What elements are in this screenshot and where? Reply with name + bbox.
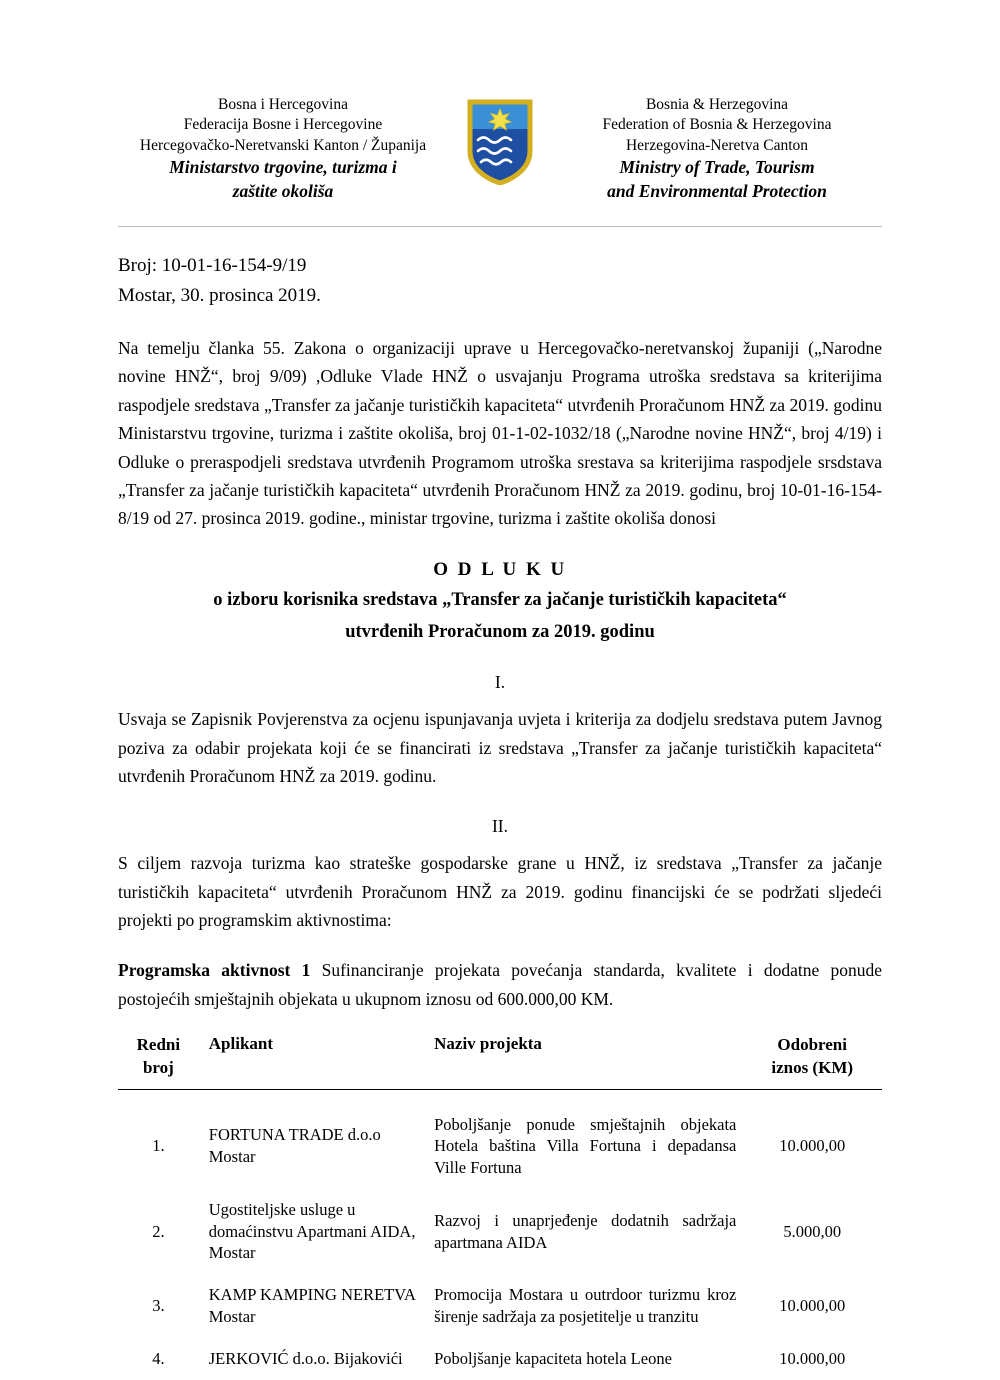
letterhead-left-line2: Federacija Bosne i Hercegovine: [183, 116, 383, 134]
decision-title-sub-line1: o izboru korisnika sredstava „Transfer za jačanje turističkih kapaciteta“: [213, 589, 787, 610]
row-amount: 10.000,00: [779, 1136, 846, 1156]
table-spacer-cell: [118, 1089, 882, 1104]
table-row: [118, 1104, 882, 1189]
letterhead-right-ministry-line1: Ministry of Trade, Tourism: [619, 157, 815, 178]
table-row: [118, 1338, 882, 1380]
row-applicant: FORTUNA TRADE d.o.o Mostar: [208, 1125, 381, 1167]
table-row: [118, 1274, 882, 1338]
reference-number: Broj: 10-01-16-154-9/19: [118, 254, 307, 276]
row-number: 3.: [152, 1296, 165, 1316]
column-header-amount-line1: Odobreni: [777, 1035, 847, 1055]
programme-activity-paragraph: [118, 956, 882, 1013]
row-project: Promocija Mostara u outrdoor turizmu kroz širenje sadržaja za posjetitelje u tranzitu: [434, 1285, 737, 1326]
letterhead-right-line2: Federation of Bosnia & Herzegovina: [602, 116, 832, 134]
header-divider: [118, 226, 882, 227]
row-amount: 10.000,00: [779, 1296, 846, 1316]
letterhead-right-ministry-line2: and Environmental Protection: [607, 180, 827, 201]
row-applicant: KAMP KAMPING NERETVA Mostar: [208, 1285, 416, 1326]
row-project: Razvoj i unaprjeđenje dodatnih sadržaja apartmana AIDA: [434, 1210, 737, 1252]
programme-activity-label: Programska aktivnost 1: [118, 960, 311, 981]
row-number: 2.: [152, 1221, 165, 1241]
grants-table: [118, 1030, 882, 1379]
letterhead-left-line3: Hercegovačko-Neretvanski Kanton / Županija: [139, 136, 427, 154]
row-project: Poboljšanje ponude smještajnih objekata Hotela baština Villa Fortuna i depadansa Ville Fortuna: [434, 1114, 737, 1178]
grants-table-head: [118, 1030, 882, 1089]
section-number-1: I.: [494, 672, 506, 693]
grants-table-body: [118, 1089, 882, 1379]
row-amount: 10.000,00: [779, 1348, 846, 1368]
letterhead-right-line3: Herzegovina-Neretva Canton: [625, 136, 809, 154]
letterhead: [118, 0, 882, 204]
column-header-amount: [742, 1030, 882, 1089]
column-header-amount-line2: iznos (KM): [771, 1057, 854, 1077]
programme-activity-text: Sufinanciranje projekata povećanja standarda, kvalitete i dodatne ponude postojećih smještajnih objekata u ukupnom iznosu od 600.000,00 KM.: [118, 960, 882, 1009]
column-header-number-line1: Redni: [136, 1035, 181, 1055]
column-header-applicant: Aplikant: [199, 1030, 424, 1089]
place-and-date: Mostar, 30. prosinca 2019.: [118, 285, 321, 307]
decision-title: [118, 559, 882, 647]
row-project: Poboljšanje kapaciteta hotela Leone: [434, 1348, 672, 1368]
row-applicant: Ugostiteljske usluge u domaćinstvu Apartmani AIDA, Mostar: [208, 1199, 416, 1263]
decision-title-sub-line2: utvrđenih Proračunom za 2019. godinu: [345, 622, 655, 643]
row-amount: 5.000,00: [783, 1221, 842, 1241]
letterhead-left: [118, 95, 448, 204]
row-number: 1.: [152, 1136, 165, 1156]
table-row: [118, 1189, 882, 1274]
letterhead-left-ministry-line1: Ministarstvo trgovine, turizma i: [169, 157, 397, 178]
column-header-project: Naziv projekta: [424, 1030, 742, 1089]
row-applicant: JERKOVIĆ d.o.o. Bijakovići: [208, 1348, 403, 1368]
preamble-paragraph: Na temelju članka 55. Zakona o organizaciji uprave u Hercegovačko-neretvanskoj županiji („Narodne novine HNŽ“, broj 9/09) ,Odluke Vlade HNŽ o usvajanju Programa utroška sredstava sa kriterijima raspodjele sredstava „Transfer za jačanje turističkih kapaciteta“ utvrđenih Proračunom HNŽ za 2019. godinu Ministarstvu trgovine, turizma i zaštite okoliša, broj 01-1-02-1032/18 („Narodne novine HNŽ“, broj 4/19) i Odluke o preraspodjeli sredstava utvrđenih Programom utroška srestava sa kriterijima raspodjele srsdstava „Transfer za jačanje turističkih kapaciteta“ utvrđenih Proračunom HNŽ za 2019. godinu, broj 10-01-16-154-8/19 od 27. prosinca 2019. godine., ministar trgovine, turizma i zaštite okoliša donosi: [118, 338, 882, 529]
section-text-1: Usvaja se Zapisnik Povjerenstva za ocjenu ispunjavanja uvjeta i kriterija za dodjelu sredstava putem Javnog poziva za odabir projekata koji će se financirati iz sredstava „Transfer za jačanje turističkih kapaciteta“ utvrđenih Proračunom HNŽ za 2019. godinu.: [118, 709, 882, 786]
crest-container: [454, 95, 546, 185]
letterhead-right: [552, 95, 882, 204]
letterhead-left-ministry-line2: zaštite okoliša: [232, 180, 334, 201]
grants-table-header-row: [118, 1030, 882, 1089]
letterhead-right-line1: Bosnia & Herzegovina: [645, 96, 789, 113]
letterhead-left-line1: Bosna i Hercegovina: [218, 96, 348, 113]
coat-of-arms-icon: [467, 99, 533, 185]
row-number: 4.: [152, 1348, 165, 1368]
section-text-2: S ciljem razvoja turizma kao strateške gospodarske grane u HNŽ, iz sredstava „Transfer za jačanje turističkih kapaciteta“ utvrđenih Proračunom HNŽ za 2019. godinu financijski će se podržati sljedeći projekti po programskim aktivnostima:: [118, 853, 882, 930]
table-spacer-row: [118, 1089, 882, 1104]
column-header-number: [118, 1030, 199, 1089]
column-header-number-line2: broj: [142, 1057, 174, 1077]
section-number-2: II.: [491, 816, 509, 837]
document-meta: [118, 251, 882, 313]
decision-title-main: O D L U K U: [433, 558, 567, 580]
